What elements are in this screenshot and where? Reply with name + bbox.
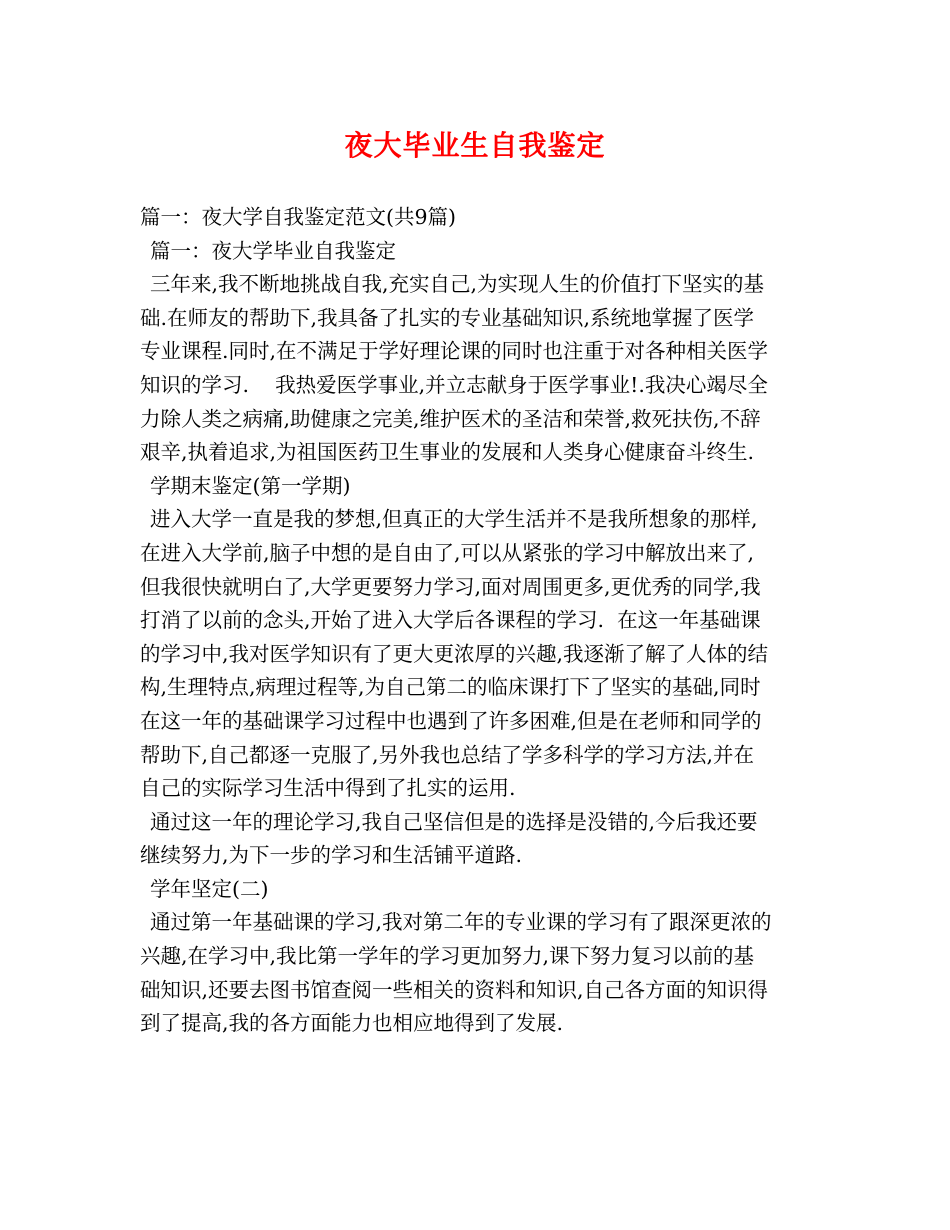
body-line: 自己的实际学习生活中得到了扎实的运用.	[140, 776, 516, 801]
body-line: 力除人类之病痛,助健康之完美,维护医术的圣洁和荣誉,救死扶伤,不辞	[140, 406, 761, 431]
body-line: 篇一：夜大学毕业自我鉴定	[150, 238, 396, 263]
document-title: 夜大毕业生自我鉴定	[344, 129, 606, 162]
body-line: 专业课程.同时,在不满足于学好理论课的同时也注重于对各种相关医学	[140, 339, 769, 364]
document-body	[140, 201, 820, 1041]
body-line: 帮助下,自己都逐一克服了,另外我也总结了学多科学的学习方法,并在	[140, 742, 755, 767]
body-line: 通过第一年基础课的学习,我对第二年的专业课的学习有了跟深更浓的	[150, 910, 772, 935]
body-line: 在进入大学前,脑子中想的是自由了,可以从紧张的学习中解放出来了,	[140, 540, 755, 565]
body-line: 继续努力,为下一步的学习和生活铺平道路.	[140, 843, 523, 868]
body-line: 进入大学一直是我的梦想,但真正的大学生活并不是我所想象的那样,	[150, 507, 758, 532]
body-line: 的学习中,我对医学知识有了更大更浓厚的兴趣,我逐渐了解了人体的结	[140, 641, 769, 666]
body-line: 构,生理特点,病理过程等,为自己第二的临床课打下了坚实的基础,同时	[140, 675, 761, 700]
body-line: 通过这一年的理论学习,我自己坚信但是的选择是没错的,今后我还要	[150, 809, 758, 834]
body-line: 三年来,我不断地挑战自我,充实自己,为实现人生的价值打下坚实的基	[150, 272, 765, 297]
body-line: 打消了以前的念头,开始了进入大学后各课程的学习. 在这一年基础课	[140, 608, 761, 633]
body-line: 但我很快就明白了,大学更要努力学习,面对周围更多,更优秀的同学,我	[140, 574, 761, 599]
body-line: 学期末鉴定(第一学期)	[150, 473, 351, 498]
body-line: 础.在师友的帮助下,我具备了扎实的专业基础知识,系统地掌握了医学	[140, 305, 755, 330]
body-line: 知识的学习. 我热爱医学事业,并立志献身于医学事业!.我决心竭尽全	[140, 372, 768, 397]
body-line: 兴趣,在学习中,我比第一学年的学习更加努力,课下努力复习以前的基	[140, 944, 755, 969]
body-line: 到了提高,我的各方面能力也相应地得到了发展.	[140, 1011, 564, 1036]
body-line: 在这一年的基础课学习过程中也遇到了许多困难,但是在老师和同学的	[140, 708, 762, 733]
body-line: 艰辛,执着追求,为祖国医药卫生事业的发展和人类身心健康奋斗终生.	[140, 440, 755, 465]
body-line: 篇一：夜大学自我鉴定范文(共9篇)	[140, 205, 457, 229]
body-line: 学年坚定(二)	[150, 876, 269, 901]
body-line: 础知识,还要去图书馆查阅一些相关的资料和知识,自己各方面的知识得	[140, 977, 769, 1002]
